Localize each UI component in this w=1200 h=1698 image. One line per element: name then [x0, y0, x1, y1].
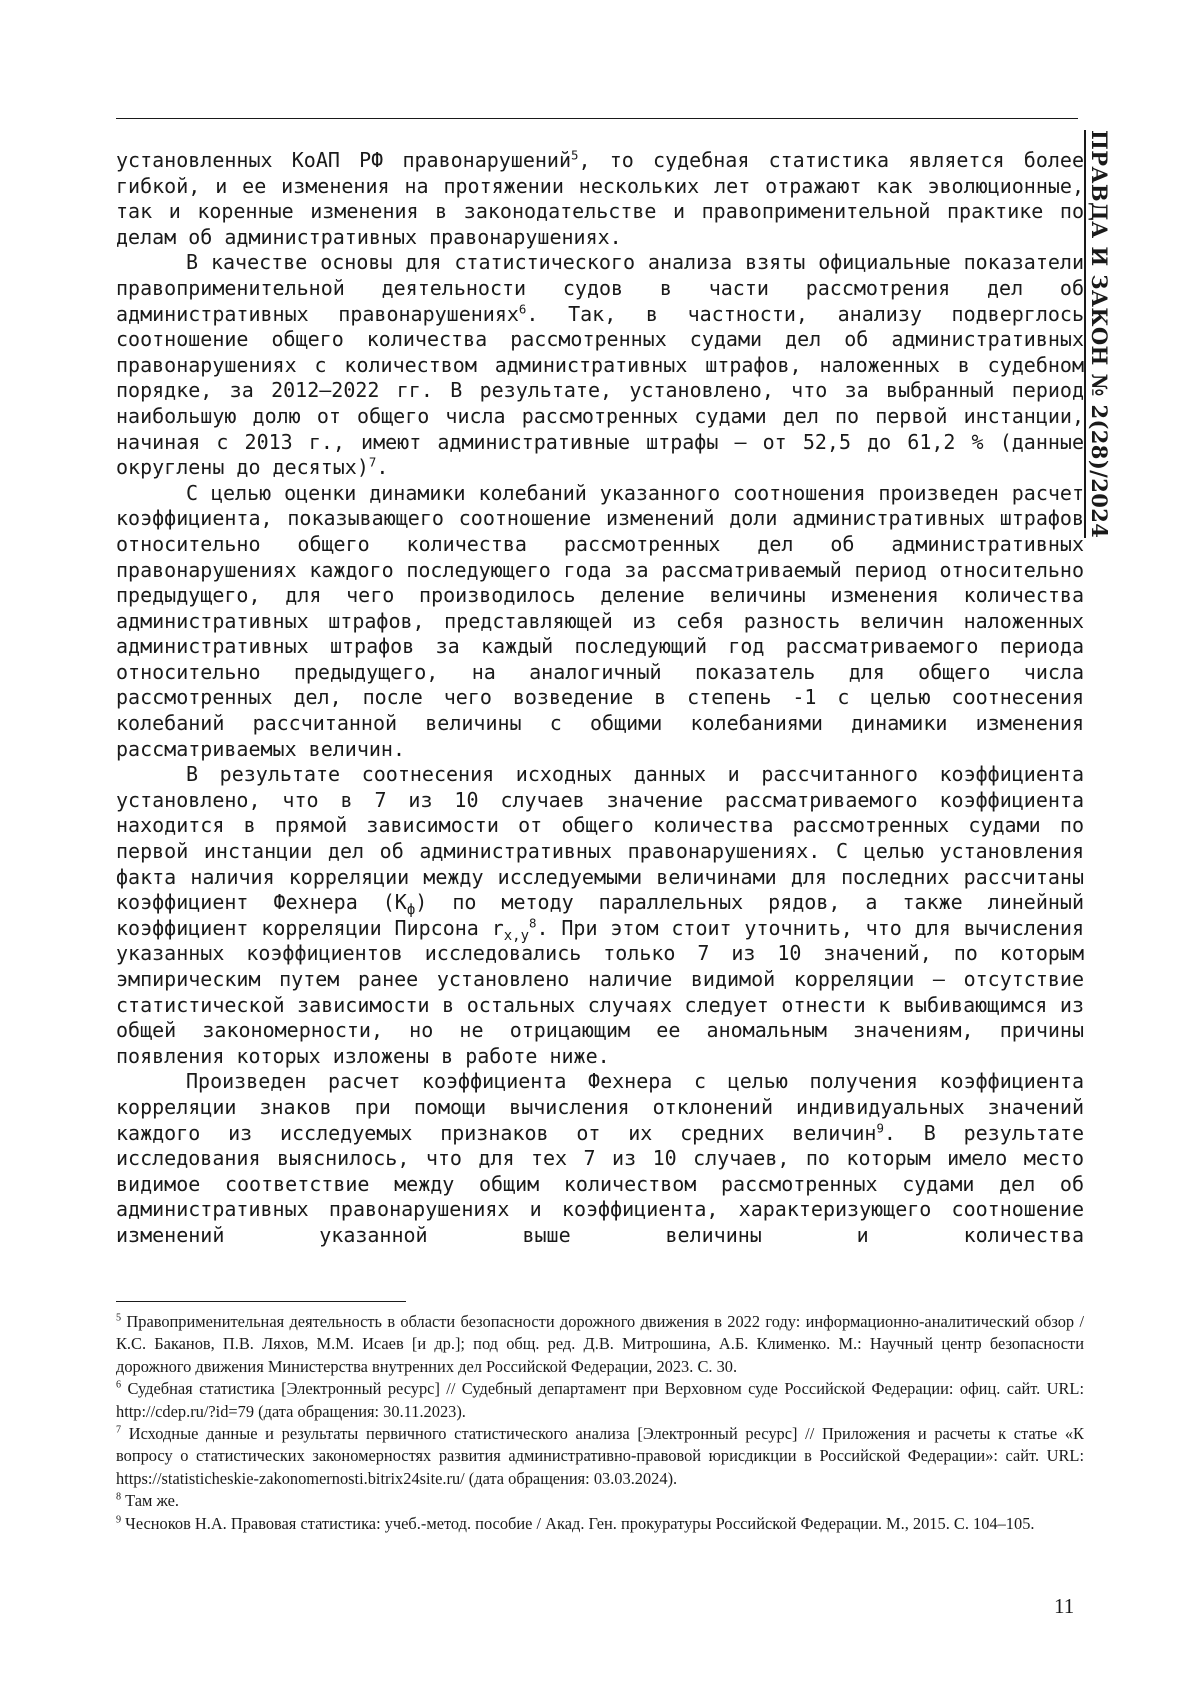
footnote-ref-5[interactable]: 5: [571, 147, 578, 162]
pearson-subscript: x,y: [504, 928, 529, 944]
journal-running-title: ПРАВДА И ЗАКОН № 2(28)/2024: [1084, 130, 1112, 538]
paragraph-4: В результате соотнесения исходных данных и рассчитанного коэффициента установлено, что в 7 из 10 случаев значение рассматриваемого коэффициента находится в прямой зависимости от общего количества рассмотренных судами по первой инстанции дел об административных правонарушениях. С целью установления факта наличия корреляции между исследуемыми величинами для последних рассчитаны коэффициент Фехнера (Кф) по методу параллельных рядов, а также линейный коэффициент корреляции Пирсона rx,y8. При этом стоит уточнить, что для вычисления указанных коэффициентов исследовались только 7 из 10 значений, по которым эмпирическим путем ранее установлено наличие видимой корреляции – отсутствие статистической зависимости в остальных случаях следует отнести к выбивающимся из общей закономерности, но не отрицающим ее аномальным значениям, причины появления которых изложены в работе ниже.: [116, 762, 1084, 1069]
footnote-8: 8 Там же.: [116, 1490, 1084, 1512]
footnote-ref-7[interactable]: 7: [369, 454, 376, 469]
fechner-subscript: ф: [407, 902, 415, 918]
footnote-5: 5 Правоприменительная деятельность в области безопасности дорожного движения в 2022 году: информационно-аналитический обзор / К.С. Баканов, П.В. Ляхов, М.М. Исаев [и др.]; под общ. ред. Д.В. Митрошина, А.Б. Клименко. М.: Научный центр безопасности дорожного движения Министерства внутренних дел Российской Федерации, 2023. С. 30.: [116, 1311, 1084, 1378]
footnotes: [116, 1311, 1084, 1535]
footnote-6: 6 Судебная статистика [Электронный ресурс] // Судебный департамент при Верховном суде Российской Федерации: офиц. сайт. URL: http://cdep.ru/?id=79 (дата обращения: 30.11.2023).: [116, 1378, 1084, 1423]
paragraph-3: С целью оценки динамики колебаний указанного соотношения произведен расчет коэффициента, показывающего соотношение изменений доли административных штрафов относительно общего количества рассмотренных дел об административных правонарушениях каждого последующего года за рассматриваемый период относительно предыдущего, для чего производилось деление величины изменения количества административных штрафов, представляющей из себя разность величин наложенных административных штрафов за каждый последующий год рассматриваемого периода относительно предыдущего, на аналогичный показатель для общего числа рассмотренных дел, после чего возведение в степень -1 с целью соотнесения колебаний рассчитанной величины с общими колебаниями динамики изменения рассматриваемых величин.: [116, 481, 1084, 763]
footnote-ref-9[interactable]: 9: [876, 1120, 883, 1135]
paragraph-2: В качестве основы для статистического анализа взяты официальные показатели правоприменительной деятельности судов в части рассмотрения дел об административных правонарушениях6. Так, в частности, анализу подверглось соотношение общего количества рассмотренных судами дел об административных правонарушениях с количеством административных штрафов, наложенных в судебном порядке, за 2012–2022 гг. В результате, установлено, что за выбранный период наибольшую долю от общего числа рассмотренных судами дел по первой инстанции, начиная с 2013 г., имеют административные штрафы – от 52,5 до 61,2 % (данные округлены до десятых)7.: [116, 250, 1084, 480]
footnote-ref-8[interactable]: 8: [529, 915, 536, 930]
footnote-9: 9 Чесноков Н.А. Правовая статистика: учеб.-метод. пособие / Акад. Ген. прокуратуры Российской Федерации. М., 2015. С. 104–105.: [116, 1513, 1084, 1535]
paragraph-5: Произведен расчет коэффициента Фехнера с целью получения коэффициента корреляции знаков при помощи вычисления отклонений индивидуальных значений каждого из исследуемых признаков от их средних величин9. В результате исследования выяснилось, что для тех 7 из 10 случаев, по которым имело место видимое соответствие между общим количеством рассмотренных судами дел об административных правонарушениях и коэффициента, характеризующего соотношение изменений указанной выше величины и количества: [116, 1069, 1084, 1248]
paragraph-1: установленных КоАП РФ правонарушений5, то судебная статистика является более гибкой, и ее изменения на протяжении нескольких лет отражают как эволюционные, так и коренные изменения в законодательстве и правоприменительной практике по делам об административных правонарушениях.: [116, 148, 1084, 250]
main-text: [116, 148, 1084, 1249]
footnote-ref-6[interactable]: 6: [519, 301, 526, 316]
footnote-7: 7 Исходные данные и результаты первичного статистического анализа [Электронный ресурс] // Приложения и расчеты к статье «К вопросу о статистических закономерностях развития административно-правовой юрисдикции в Российской Федерации»: сайт. URL: https://statisticheskie-zakonomernosti.bitrix24site.ru/ (дата обращения: 03.03.2024).: [116, 1423, 1084, 1490]
header-rule: [116, 118, 1078, 119]
page-number: 11: [1054, 1594, 1074, 1619]
footnote-separator: [116, 1301, 406, 1302]
